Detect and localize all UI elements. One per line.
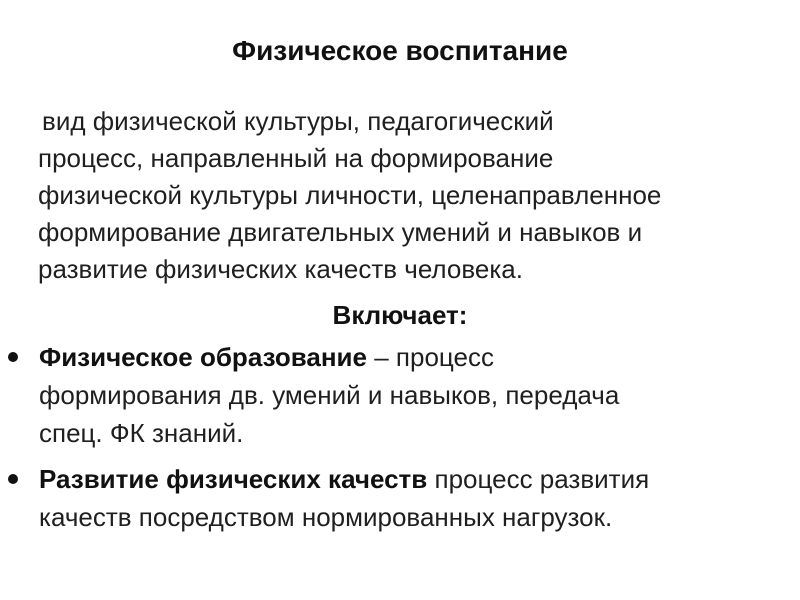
bullet-term: Развитие физических качеств <box>39 464 428 494</box>
slide-title: Физическое воспитание <box>232 35 568 66</box>
definition-line: физической культуры личности, целенаправленное <box>38 180 662 210</box>
bullet-first-line <box>39 460 799 498</box>
bullet-continuation-line: качеств посредством нормированных нагрузок. <box>39 502 613 532</box>
definition-line: развитие физических качеств человека. <box>38 254 523 284</box>
bullet-dot-icon <box>8 352 18 362</box>
bullet-text <box>39 460 799 536</box>
bullet-dot-icon <box>8 474 18 484</box>
definition-line: процесс, направленный на формирование <box>38 143 554 173</box>
bullet-term: Физическое образование <box>39 342 367 372</box>
bullet-text <box>39 338 799 452</box>
bullet-first-line <box>39 338 799 376</box>
bullet-description: – процесс <box>367 342 494 372</box>
includes-heading: Включает: <box>332 300 468 330</box>
bullet-continuation-line: спец. ФК знаний. <box>39 418 244 448</box>
definition-line: формирование двигательных умений и навыков и <box>38 217 643 247</box>
bullet-continuation-line: формирования дв. умений и навыков, передача <box>39 380 620 410</box>
bullet-description: процесс развития <box>427 464 650 494</box>
definition-paragraph <box>38 103 788 288</box>
definition-line: вид физической культуры, педагогический <box>42 106 554 136</box>
